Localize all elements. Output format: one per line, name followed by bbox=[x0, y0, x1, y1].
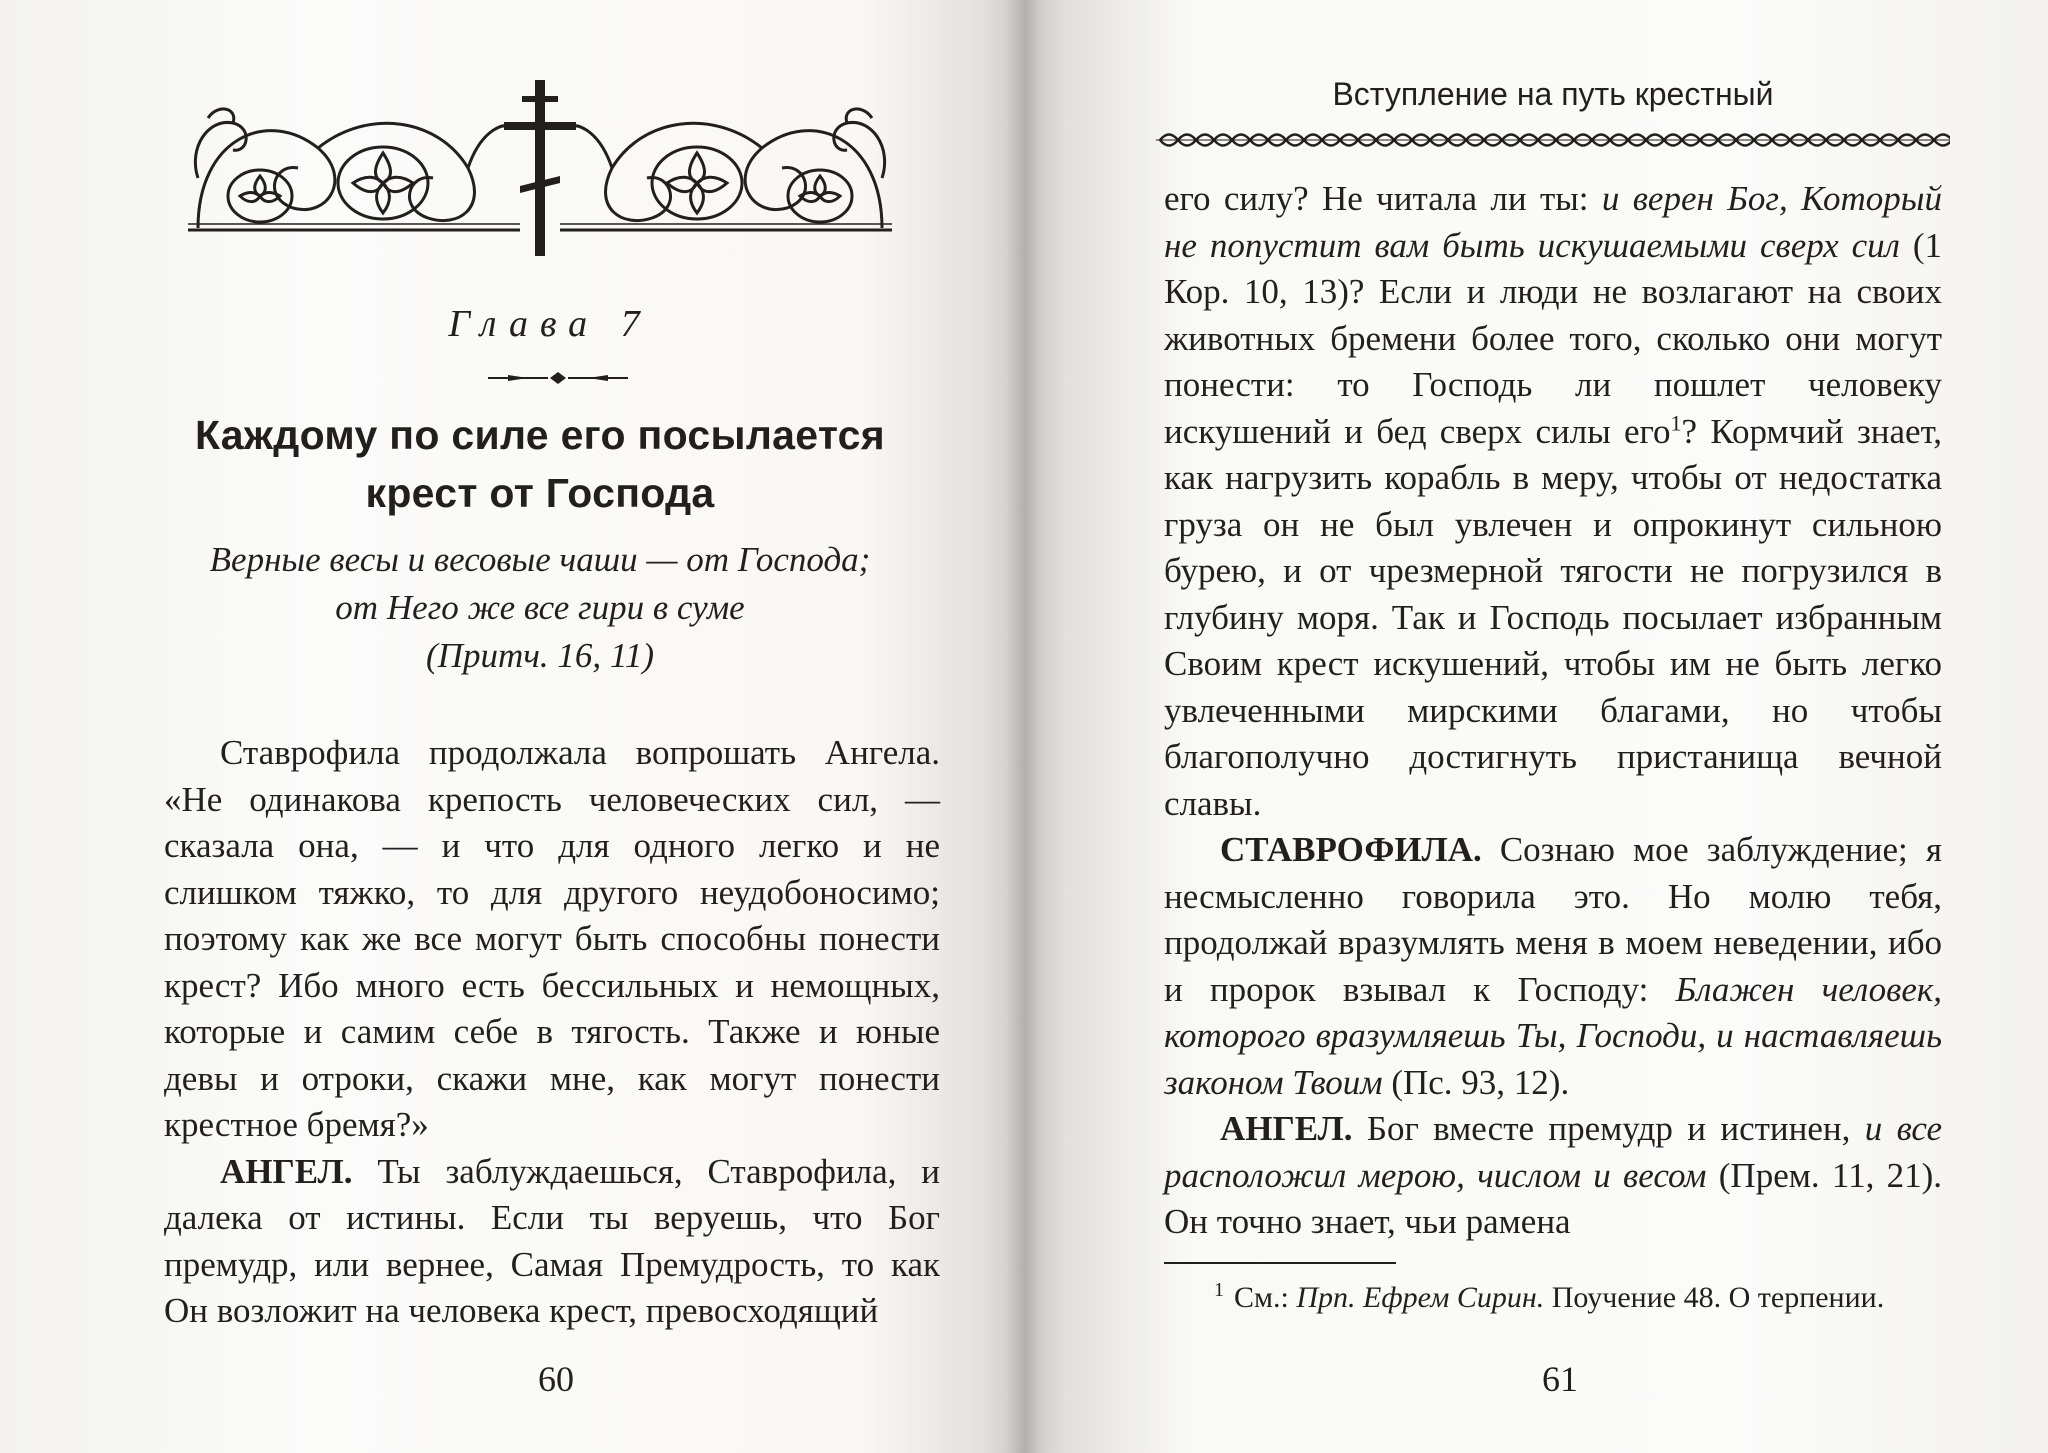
speaker-name: СТАВРОФИЛА. bbox=[1220, 830, 1482, 869]
running-head: Вступление на путь крестный bbox=[1332, 76, 1774, 112]
divider-ornament-icon bbox=[488, 372, 628, 384]
chapter-label: Глава 7 bbox=[448, 303, 652, 345]
paragraph-text: его силу? Не читала ли ты: bbox=[1164, 179, 1602, 218]
epigraph-line: Верные весы и весовые чаши — от Господа; bbox=[209, 540, 871, 579]
speaker-name: АНГЕЛ. bbox=[1220, 1109, 1353, 1148]
footnote-prefix: См.: bbox=[1234, 1281, 1297, 1314]
paragraph-text: Сознаю мое заблуждение; я несмысленно говорила это. Но молю тебя, продолжай вразумлять меня в моем неведении, ибо и пророк взывал к Господу: bbox=[1164, 830, 1942, 1009]
book-gutter bbox=[1006, 0, 1042, 1453]
footnote-reference[interactable]: 1 bbox=[1670, 409, 1682, 435]
paragraph bbox=[1164, 176, 1942, 827]
epigraph-line: от Него же все гири в суме bbox=[335, 588, 745, 627]
right-body-text bbox=[1164, 176, 1942, 1246]
left-body-text bbox=[164, 730, 940, 1335]
footnote-marker: 1 bbox=[1214, 1279, 1224, 1301]
paragraph bbox=[164, 1149, 940, 1335]
scripture-quote: и все расположил мерою, числом и весом bbox=[1164, 1109, 1942, 1195]
paragraph-text: Бог вместе премудр и истинен, bbox=[1352, 1109, 1865, 1148]
paragraph-text: Ты заблуждаешься, Ставрофила, и далека от истины. Если ты веруешь, что Бог премудр, или вернее, Самая Премудрость, то как Он возложит на человека крест, превосходящий bbox=[164, 1151, 940, 1330]
footnote-text: Поучение 48. О терпении. bbox=[1544, 1281, 1885, 1314]
paragraph-text: ? Кормчий знает, как нагрузить корабль в меру, чтобы от недостатка груза он не был увлечен и опрокинут сильною бурею, и от чрезмерной тягости не погрузился в глубину моря. Так и Господь посылает избранным Своим крест искушений, чтобы им не быть легко увлеченными мирскими благами, но чтобы благополучно достигнуть пристанища вечной славы. bbox=[1164, 411, 1942, 823]
footnote bbox=[1164, 1270, 1944, 1318]
paragraph bbox=[1164, 1106, 1942, 1246]
footnote-author: Прп. Ефрем Сирин. bbox=[1296, 1281, 1545, 1314]
epigraph-reference: (Притч. 16, 11) bbox=[426, 636, 654, 675]
scripture-quote: Блажен человек, которого вразумляешь Ты, Господи, и наставляешь законом Твоим bbox=[1164, 969, 1942, 1102]
paragraph-text: (1 Кор. 10, 13)? Если и люди не возлагают на своих животных бремени более того, сколько они могут понести: то Господь ли пошлет человеку искушений и бед сверх силы его bbox=[1164, 225, 1942, 451]
paragraph-text: (Прем. 11, 21). Он точно знает, чьи рамена bbox=[1164, 1155, 1942, 1241]
speaker-name: АНГЕЛ. bbox=[220, 1151, 353, 1191]
chapter-title-line: Каждому по силе его посылается bbox=[194, 412, 886, 458]
chapter-title-line: крест от Господа bbox=[365, 470, 715, 516]
braid-divider-icon bbox=[1156, 127, 1950, 153]
scripture-quote: и верен Бог, Который не попустит вам быть искушаемыми сверх сил bbox=[1164, 179, 1942, 265]
page-number: 60 bbox=[538, 1359, 574, 1399]
chapter-title bbox=[170, 406, 910, 522]
paragraph bbox=[1164, 827, 1942, 1106]
page-number: 61 bbox=[1542, 1359, 1578, 1399]
epigraph bbox=[170, 536, 910, 680]
orthodox-cross-ornament-icon bbox=[178, 78, 902, 258]
footnote-rule bbox=[1164, 1262, 1396, 1264]
paragraph: Ставрофила продолжала вопрошать Ангела. «Не одинакова крепость человеческих сил, — сказала она, — и что для одного легко и не слишком тяжко, то для другого неудобоносимо; поэтому как же все могут быть способны понести крест? Ибо много есть бессильных и немощных, которые и самим себе в тягость. Также и юные девы и отроки, скажи мне, как могут понести крестное бремя?» bbox=[164, 733, 940, 1144]
paragraph-text: (Пс. 93, 12). bbox=[1382, 1062, 1570, 1102]
